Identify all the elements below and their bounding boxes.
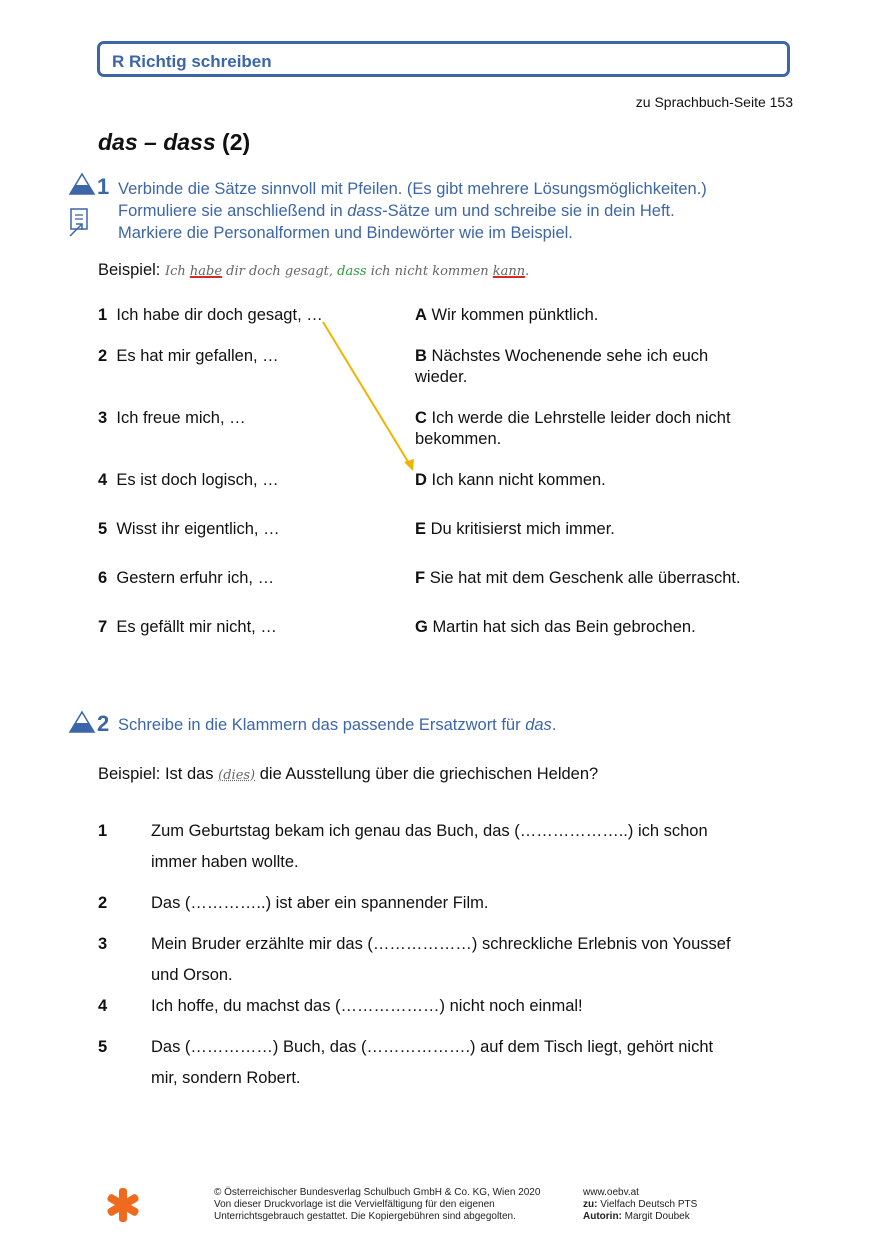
sentence-end-a[interactable]: A Wir kommen pünktlich. xyxy=(415,306,599,324)
exercise-2-instruction: Schreibe in die Klammern das passende Ersatzwort für das. xyxy=(118,716,557,734)
sentence-start-7[interactable]: 7 Es gefällt mir nicht, … xyxy=(98,618,277,636)
fill-in-item-5[interactable]: 5 xyxy=(98,1038,108,1056)
sentence-end-e[interactable]: E Du kritisierst mich immer. xyxy=(415,520,615,538)
publisher-logo-icon xyxy=(104,1186,142,1224)
notebook-write-icon xyxy=(68,206,92,238)
fill-in-item-5-text[interactable]: Das (……………) Buch, das (……………….) auf dem Tisch liegt, gehört nicht mir, sondern Robert. xyxy=(151,1038,714,1087)
sentence-end-b[interactable]: B Nächstes Wochenende sehe ich euch wieder. xyxy=(415,347,709,386)
section-header-box xyxy=(97,41,790,77)
copyright-notice: © Österreichischer Bundesverlag Schulbuch GmbH & Co. KG, Wien 2020 Von dieser Druckvorlage ist die Vervielfältigung für den eigenen Unterrichtsgebrauch gestattet. Die Kopiergebühren sind abgegolten. xyxy=(214,1187,541,1222)
sentence-end-d[interactable]: D Ich kann nicht kommen. xyxy=(415,471,606,489)
sentence-end-g[interactable]: G Martin hat sich das Bein gebrochen. xyxy=(415,618,696,636)
fill-in-item-3[interactable]: 3 xyxy=(98,935,108,953)
sentence-end-c[interactable]: C Ich werde die Lehrstelle leider doch nicht bekommen. xyxy=(415,409,731,448)
title-main: das – dass xyxy=(98,129,216,155)
sentence-start-1[interactable]: 1 Ich habe dir doch gesagt, … xyxy=(98,306,323,324)
sentence-start-3[interactable]: 3 Ich freue mich, … xyxy=(98,409,246,427)
fill-in-item-2-text[interactable]: Das (…………..) ist aber ein spannender Film. xyxy=(151,894,489,912)
exercise-1-instruction-line-2: Formuliere sie anschließend in dass-Sätze um und schreibe sie in dein Heft. xyxy=(118,202,675,220)
textbook-page-reference: zu Sprachbuch-Seite 153 xyxy=(635,94,793,110)
exercise-2-example: Beispiel: Ist das (dies) die Ausstellung über die griechischen Helden? xyxy=(98,765,599,783)
publication-info: www.oebv.at zu: Vielfach Deutsch PTS Autorin: Margit Doubek xyxy=(583,1187,698,1222)
fill-in-item-4[interactable]: 4 xyxy=(98,997,108,1015)
publisher-website[interactable]: www.oebv.at xyxy=(583,1187,639,1198)
fill-in-item-2[interactable]: 2 xyxy=(98,894,108,912)
exercise-1-instruction-line-3: Markiere die Personalformen und Bindewörter wie im Beispiel. xyxy=(118,224,573,242)
sentence-start-4[interactable]: 4 Es ist doch logisch, … xyxy=(98,471,279,489)
sentence-start-2[interactable]: 2 Es hat mir gefallen, … xyxy=(98,347,279,365)
difficulty-pyramid-icon xyxy=(68,172,96,196)
fill-in-item-1-text[interactable]: Zum Geburtstag bekam ich genau das Buch, das (………………..) ich schon immer haben wollte. xyxy=(151,822,708,871)
exercise-1-instruction-line-1: Verbinde die Sätze sinnvoll mit Pfeilen. (Es gibt mehrere Lösungsmöglichkeiten.) xyxy=(118,180,707,198)
difficulty-pyramid-icon-2 xyxy=(68,710,96,734)
section-header-label: R Richtig schreiben xyxy=(112,52,272,71)
sentence-start-5[interactable]: 5 Wisst ihr eigentlich, … xyxy=(98,520,280,538)
page-title xyxy=(98,129,250,156)
fill-in-item-3-text[interactable]: Mein Bruder erzählte mir das (………………) schreckliche Erlebnis von Youssef und Orson. xyxy=(151,935,731,984)
sentence-start-6[interactable]: 6 Gestern erfuhr ich, … xyxy=(98,569,275,587)
fill-in-item-4-text[interactable]: Ich hoffe, du machst das (………………) nicht noch einmal! xyxy=(151,997,583,1015)
title-suffix: (2) xyxy=(215,129,251,155)
sentence-end-f[interactable]: F Sie hat mit dem Geschenk alle überrascht. xyxy=(415,569,741,587)
fill-in-item-1[interactable]: 1 xyxy=(98,822,108,840)
exercise-2-number: 2 xyxy=(97,711,110,736)
exercise-1-example: Beispiel: Ich habe dir doch gesagt, dass ich nicht kommen kann. xyxy=(98,261,530,279)
exercise-1-number: 1 xyxy=(97,174,110,199)
